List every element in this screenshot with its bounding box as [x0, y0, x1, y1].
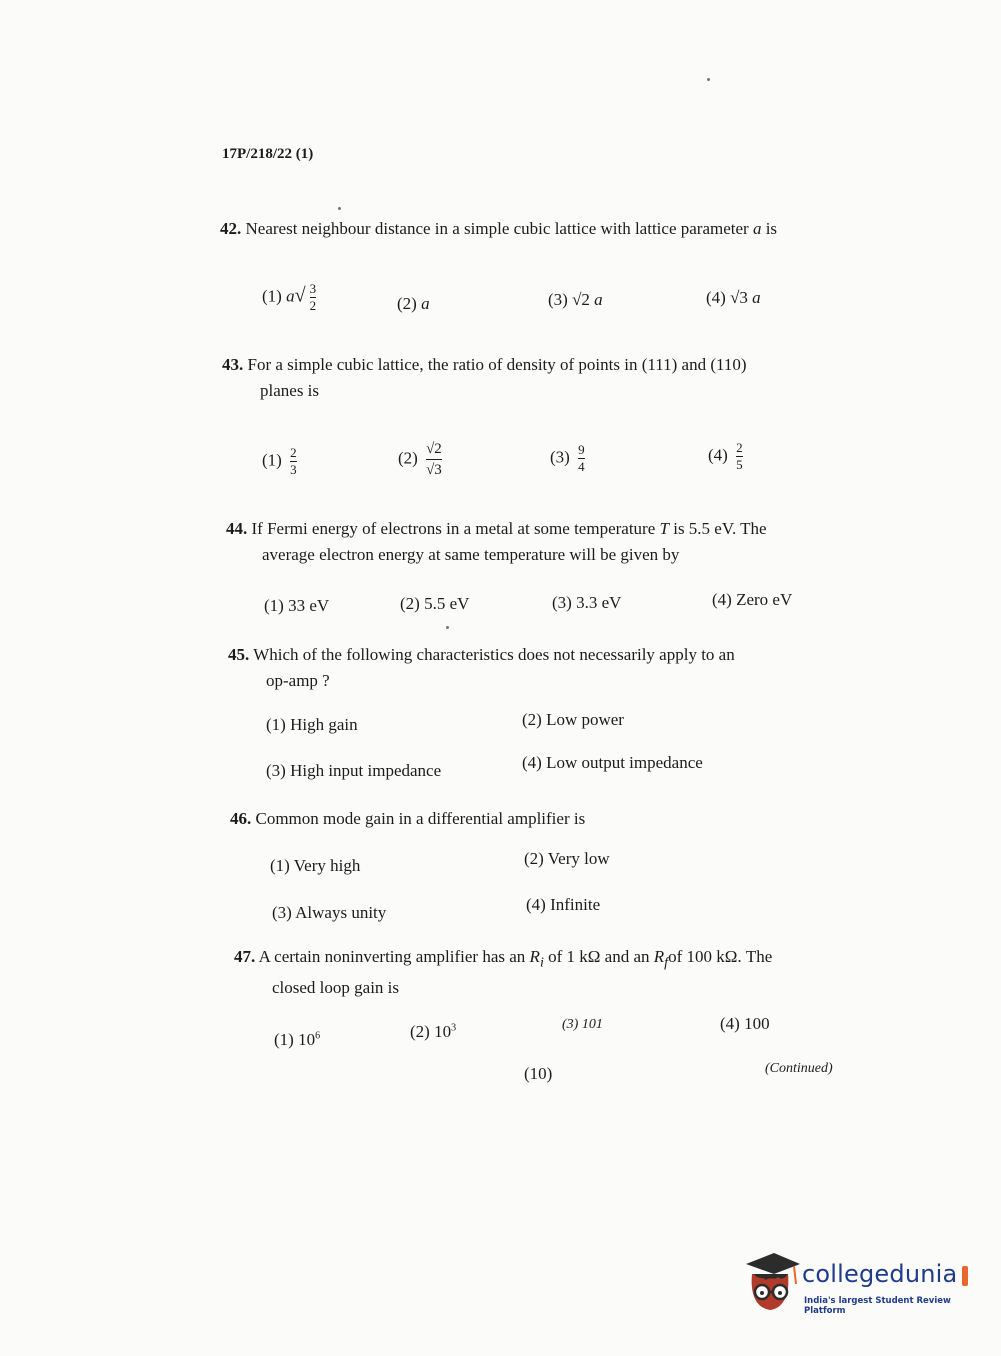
q47-option-1[interactable]: (1) $10^6$: [274, 1030, 321, 1049]
q47-option-3[interactable]: (3) 101: [562, 1017, 603, 1032]
fraction: $\frac{2}{3}$: [290, 445, 297, 477]
question-43: [222, 352, 842, 404]
question-text-line2: average electron energy at same temperature will be given by: [262, 545, 680, 564]
q47-option-4[interactable]: (4) 100: [720, 1014, 770, 1033]
q44-option-3[interactable]: (3) 3.3 eV: [552, 593, 622, 612]
paper-code: 17P/218/22 (1): [222, 146, 314, 162]
continued-label: (Continued): [765, 1061, 833, 1076]
q43-option-2[interactable]: (2) $\frac{√2}{√3}$: [398, 441, 442, 478]
question-42: [220, 216, 840, 242]
question-text-line2: planes is: [260, 381, 320, 400]
q44-option-1[interactable]: (1) 33 eV: [264, 596, 330, 615]
variable-rf: $R_f$: [653, 947, 669, 971]
scan-speck: [707, 78, 710, 81]
question-46: [230, 806, 850, 832]
q46-option-2[interactable]: (2) Very low: [524, 849, 610, 868]
q45-option-3[interactable]: (3) High input impedance: [266, 761, 442, 780]
q42-option-2[interactable]: (2) a: [397, 294, 430, 313]
q45-option-1[interactable]: (1) High gain: [266, 715, 358, 734]
page-number: (10): [524, 1064, 553, 1083]
q45-option-4[interactable]: (4) Low output impedance: [522, 753, 703, 772]
brand-tagline: India's largest Student Review Platform: [804, 1296, 951, 1316]
question-text-line2: closed loop gain is: [272, 978, 400, 998]
q43-option-1[interactable]: (1) $\frac{2}{3}$: [262, 445, 297, 477]
collegedunia-watermark: [740, 1250, 980, 1320]
q43-option-3[interactable]: (3) $\frac{9}{4}$: [550, 442, 585, 474]
q45-option-2[interactable]: (2) Low power: [522, 710, 624, 729]
q47-option-2[interactable]: (2) $10^3$: [410, 1022, 457, 1041]
q46-option-4[interactable]: (4) Infinite: [526, 895, 601, 914]
question-number: 47.: [234, 947, 256, 966]
question-number: 46.: [230, 809, 252, 828]
question-number: 44.: [226, 519, 248, 538]
q43-option-4[interactable]: (4) $\frac{2}{5}$: [708, 440, 743, 472]
q46-option-1[interactable]: (1) Very high: [270, 856, 361, 875]
fraction: $\frac{9}{4}$: [578, 442, 585, 474]
question-47: 47. A certain noninverting amplifier has an $R_i$ of 1 kΩ and an $R_fof$ 100 kΩ. The closed loop gain is: [234, 944, 854, 1001]
brand-name: collegedunia: [802, 1260, 958, 1288]
fraction: $\frac{√2}{√3}$: [426, 441, 442, 478]
question-text-line1: For a simple cubic lattice, the ratio of density of points in (111) and (110): [247, 355, 747, 374]
q44-option-4[interactable]: (4) Zero eV: [712, 590, 793, 609]
q42-option-1[interactable]: (1) a√ $\frac{3}{2}$: [262, 281, 317, 313]
question-44: 44. If Fermi energy of electrons in a metal at some temperature T is 5.5 eV. The average electron energy at same temperature will be given by: [226, 516, 846, 568]
variable-ri: $R_i$: [529, 947, 544, 971]
q44-option-2[interactable]: (2) 5.5 eV: [400, 594, 470, 613]
question-number: 42.: [220, 219, 242, 238]
scan-speck: [338, 207, 341, 210]
q46-option-3[interactable]: (3) Always unity: [272, 903, 387, 922]
q42-option-4[interactable]: (4) √3 a: [706, 288, 761, 307]
brand-accent: [962, 1266, 968, 1286]
mascot-logo-icon: [740, 1250, 802, 1316]
variable: a: [752, 219, 762, 238]
question-text: Nearest neighbour distance in a simple cubic lattice with lattice parameter: [245, 219, 749, 238]
scan-speck: [446, 626, 449, 629]
question-text: Common mode gain in a differential amplifier is: [255, 809, 586, 828]
variable: T: [659, 519, 669, 538]
question-45: [228, 642, 848, 694]
question-text-line2: op-amp ?: [266, 671, 330, 690]
question-number: 45.: [228, 645, 250, 664]
q42-option-3[interactable]: (3) √2 a: [548, 290, 603, 309]
fraction: $\frac{3}{2}$: [309, 281, 317, 313]
question-text-line1: Which of the following characteristics does not necessarily apply to an: [253, 645, 735, 664]
fraction: $\frac{2}{5}$: [736, 440, 743, 472]
question-number: 43.: [222, 355, 244, 374]
question-text-tail: is: [765, 219, 778, 238]
